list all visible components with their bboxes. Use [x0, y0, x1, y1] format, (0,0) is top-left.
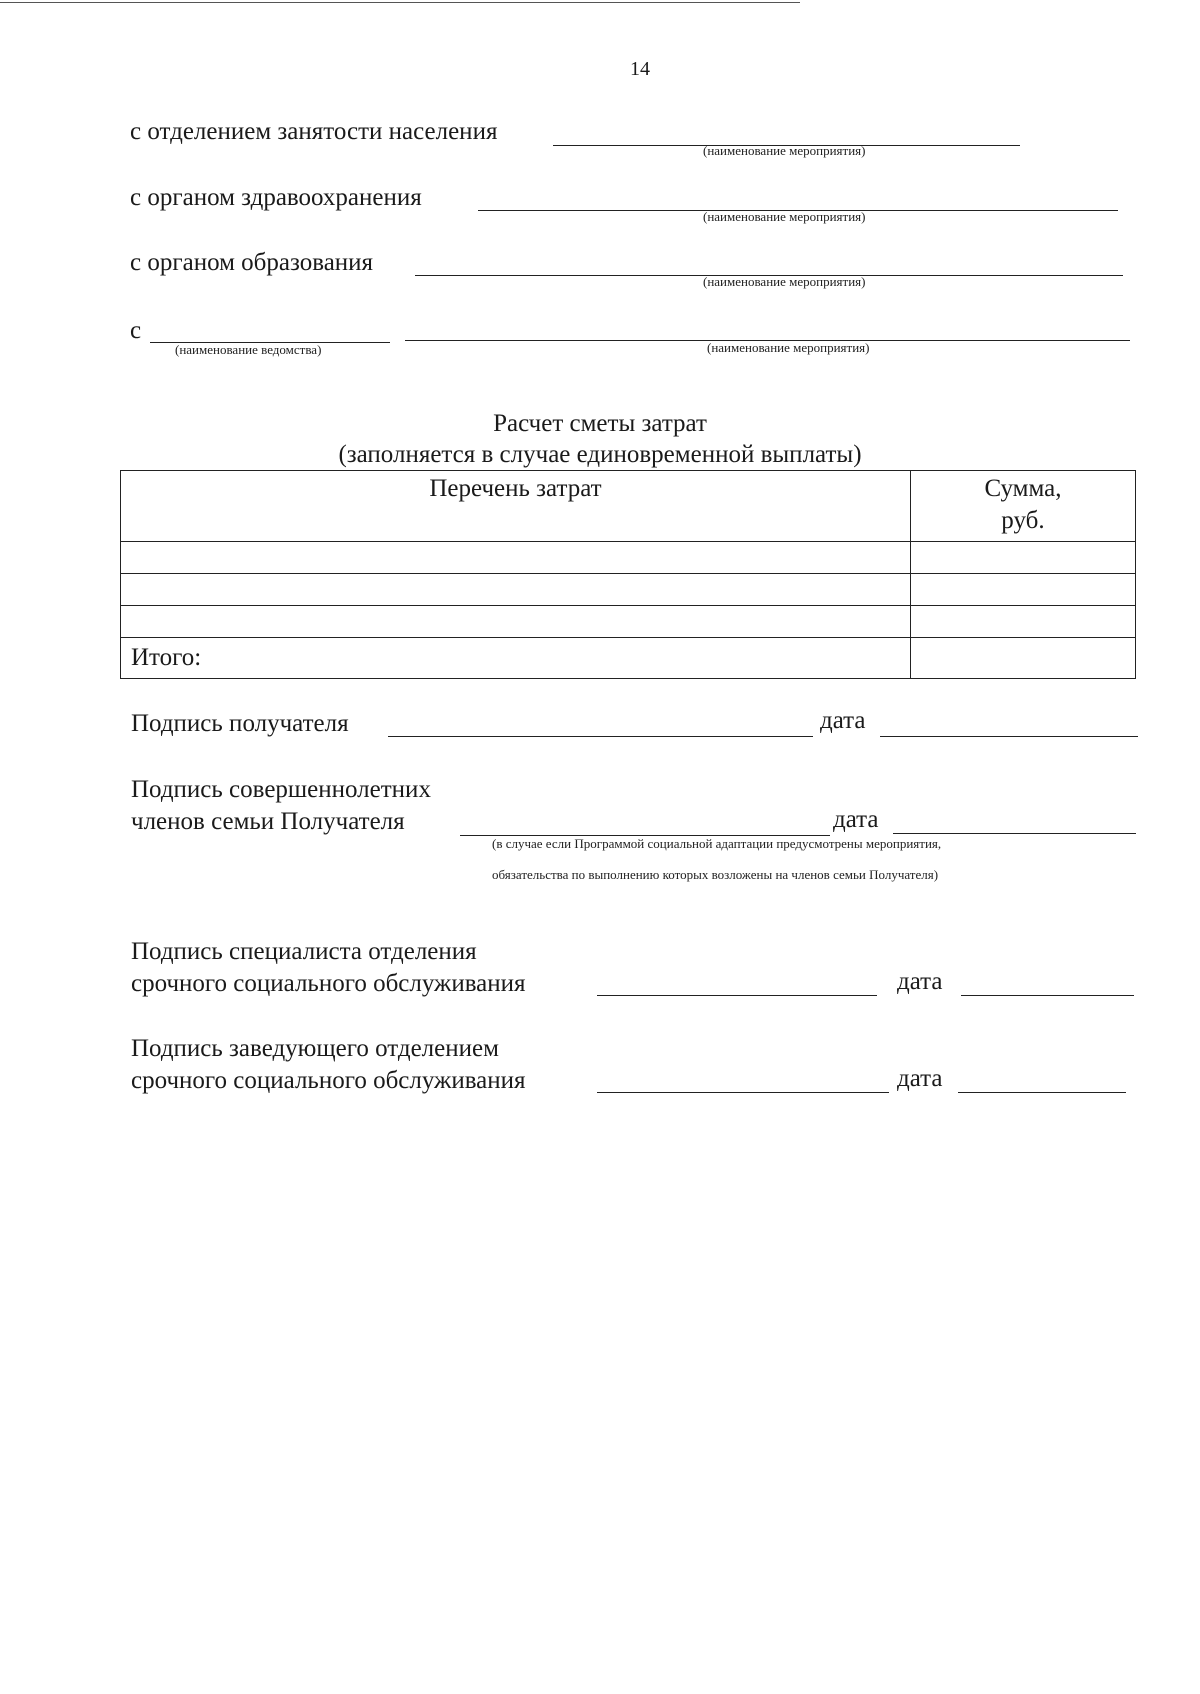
cost-item-cell[interactable] — [121, 606, 911, 638]
agreement-education-label: с органом образования — [130, 249, 374, 276]
table-row — [121, 574, 1136, 606]
head-signature-label-line2: срочного социального обслуживания — [131, 1067, 526, 1094]
head-signature-field[interactable] — [597, 1092, 889, 1093]
agreement-other-label: с — [130, 317, 142, 344]
cost-sum-cell[interactable] — [910, 542, 1135, 574]
recipient-date-label: дата — [820, 707, 866, 734]
col-header-sum — [910, 471, 1135, 542]
recipient-signature-field[interactable] — [388, 736, 813, 737]
recipient-date-field[interactable] — [880, 736, 1138, 737]
agreement-education-caption: (наименование мероприятия) — [703, 274, 866, 289]
total-label: Итого: — [121, 638, 911, 679]
col-header-sum-line2: руб. — [1001, 507, 1045, 534]
head-date-field[interactable] — [958, 1092, 1126, 1093]
cost-sum-cell[interactable] — [910, 574, 1135, 606]
specialist-signature-label-line1: Подпись специалиста отделения — [131, 938, 477, 965]
head-date-label: дата — [897, 1065, 943, 1092]
cost-item-cell[interactable] — [121, 542, 911, 574]
estimate-subtitle: (заполняется в случае единовременной выплаты) — [338, 441, 862, 468]
agreement-employment-caption: (наименование мероприятия) — [703, 143, 866, 158]
family-signature-note-line2: обязательства по выполнению которых возложены на членов семьи Получателя) — [492, 867, 939, 882]
family-signature-label-line1: Подпись совершеннолетних — [131, 776, 431, 803]
table-row — [121, 542, 1136, 574]
family-signature-note-line1: (в случае если Программой социальной адаптации предусмотрены мероприятия, — [492, 836, 942, 851]
specialist-signature-label-line2: срочного социального обслуживания — [131, 970, 526, 997]
top-rule — [0, 2, 800, 3]
col-header-list: Перечень затрат — [121, 471, 911, 542]
table-row — [121, 606, 1136, 638]
specialist-date-label: дата — [897, 968, 943, 995]
specialist-signature-field[interactable] — [597, 995, 877, 996]
agreement-health-caption: (наименование мероприятия) — [703, 209, 866, 224]
total-row — [121, 638, 1136, 679]
family-date-field[interactable] — [893, 833, 1136, 834]
total-sum-cell[interactable] — [910, 638, 1135, 679]
cost-sum-cell[interactable] — [910, 606, 1135, 638]
col-header-sum-line1: Сумма, — [984, 475, 1062, 502]
agreement-health-label: с органом здравоохранения — [130, 184, 422, 211]
family-signature-label-line2: членов семьи Получателя — [131, 808, 405, 835]
agreement-other-agency-caption: (наименование ведомства) — [175, 342, 322, 357]
page-number: 14 — [630, 58, 650, 80]
head-signature-label-line1: Подпись заведующего отделением — [131, 1035, 499, 1062]
cost-item-cell[interactable] — [121, 574, 911, 606]
cost-estimate-table — [120, 470, 1136, 679]
agreement-employment-label: с отделением занятости населения — [130, 118, 498, 145]
recipient-signature-label: Подпись получателя — [131, 710, 349, 737]
specialist-date-field[interactable] — [961, 995, 1134, 996]
agreement-other-caption: (наименование мероприятия) — [707, 340, 870, 355]
family-date-label: дата — [833, 806, 879, 833]
estimate-title: Расчет сметы затрат — [493, 410, 707, 437]
